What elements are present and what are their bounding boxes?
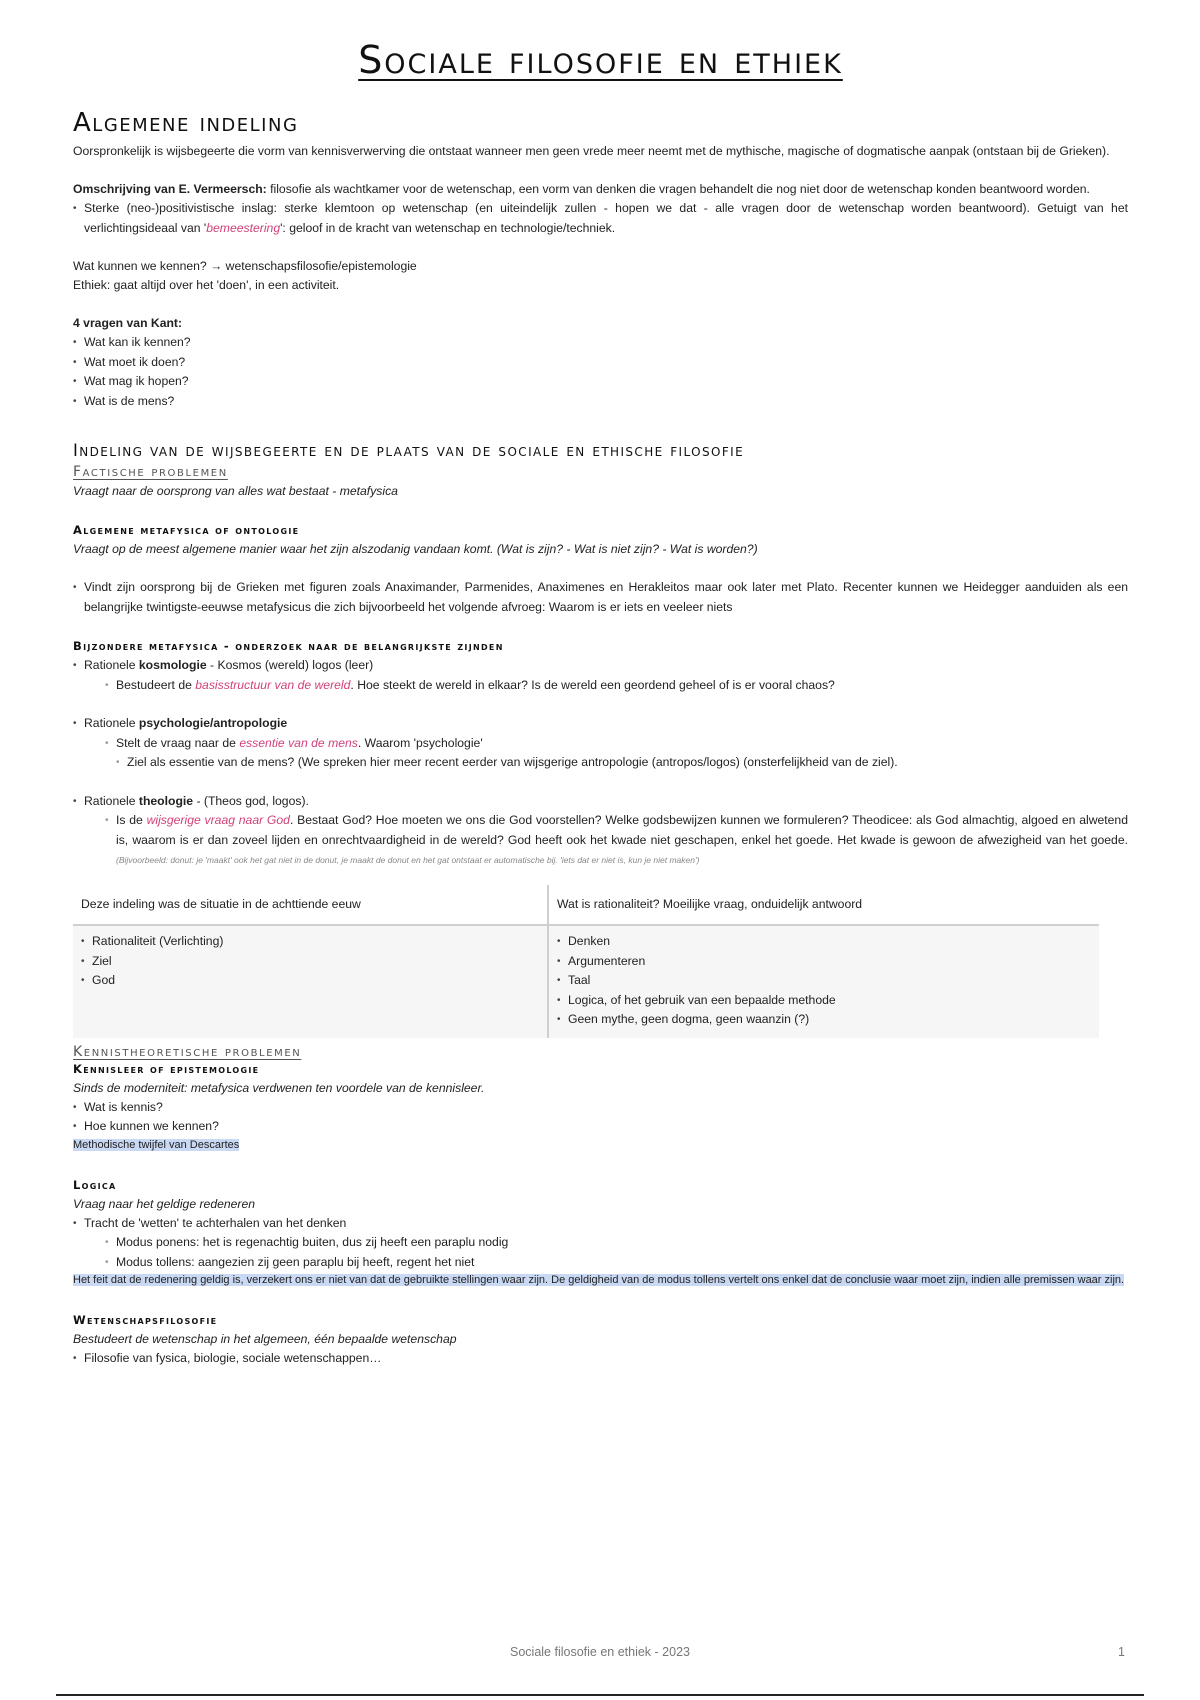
page-number: 1 bbox=[1118, 1645, 1125, 1659]
theologie-list bbox=[73, 792, 1128, 871]
list-item: • Stelt de vraag naar de essentie van de mens. Waarom 'psychologie' bbox=[105, 734, 1128, 754]
wetenschapsfilosofie-list bbox=[73, 1349, 1128, 1369]
positivism-list bbox=[73, 199, 1128, 238]
metafysica-list bbox=[73, 578, 1128, 617]
list-item: • Modus ponens: het is regenachtig buiten, dus zij heeft een paraplu nodig bbox=[105, 1233, 1128, 1253]
section-heading-algemene-indeling: Algemene indeling bbox=[73, 108, 299, 138]
list-item: • Tracht de 'wetten' te achterhalen van het denken bbox=[73, 1214, 1128, 1234]
wetenschapsfilosofie-desc: Bestudeert de wetenschap in het algemeen, één bepaalde wetenschap bbox=[73, 1332, 457, 1346]
line-wat-kunnen-we-kennen: Wat kunnen we kennen? → wetenschapsfilosofie/epistemologie bbox=[73, 259, 417, 273]
category-factische-problemen: Factische problemen bbox=[73, 464, 228, 480]
donut-example: (Bijvoorbeeld: donut: je 'maakt' ook het gat niet in de donut, je maakt de donut en het gat ontstaat er automatische bij. 'iets dat er niet is, kun je niet maken') bbox=[116, 855, 700, 865]
paragraph-vermeersch bbox=[73, 180, 1128, 199]
highlight-geldigheid: Het feit dat de redenering geldig is, verzekert ons er niet van dat de gebruikte stellingen waar zijn. De geldigheid van de modus tollens vertelt ons enkel dat de conclusie waar moet zijn, indien alle premissen waar zijn. bbox=[73, 1274, 1125, 1286]
highlight-vraag-naar-god: wijsgerige vraag naar God bbox=[146, 813, 290, 827]
list-item: • Argumenteren bbox=[557, 952, 1091, 972]
heading-algemene-metafysica: Algemene metafysica of ontologie bbox=[73, 523, 300, 537]
line-ethiek: Ethiek: gaat altijd over het 'doen', in een activiteit. bbox=[73, 278, 340, 292]
document-page bbox=[73, 0, 1128, 1369]
list-item: • Geen mythe, geen dogma, geen waanzin (?) bbox=[557, 1010, 1091, 1030]
metafysica-desc: Vraagt op de meest algemene manier waar het zijn alszodanig vandaan komt. (Wat is zijn? - Wat is niet zijn? - Wat is worden?) bbox=[73, 542, 758, 556]
heading-kennisleer: Kennisleer of epistemologie bbox=[73, 1061, 260, 1076]
factische-desc: Vraagt naar de oorsprong van alles wat bestaat - metafysica bbox=[73, 484, 398, 498]
list-item: • Wat moet ik doen? bbox=[73, 353, 1128, 373]
table-cell bbox=[73, 925, 548, 1038]
paragraph-oorspronkelijk: Oorspronkelijk is wijsbegeerte die vorm van kennisverwerving die ontstaat wanneer men geen vrede meer neemt met de mythische, magische of dogmatische aanpak (ontstaan bij de Grieken). bbox=[73, 144, 1110, 158]
highlight-basisstructuur: basisstructuur van de wereld bbox=[195, 677, 351, 692]
list-item: • Wat kan ik kennen? bbox=[73, 333, 1128, 353]
heading-logica: Logica bbox=[73, 1177, 117, 1192]
highlight-descartes: Methodische twijfel van Descartes bbox=[73, 1138, 240, 1151]
table-cell bbox=[548, 925, 1099, 1038]
list-item: • God bbox=[81, 971, 539, 991]
heading-bijzondere-metafysica: Bijzondere metafysica - onderzoek naar de belangrijkste zijnden bbox=[73, 639, 504, 653]
kosmologie-list bbox=[73, 656, 1128, 695]
category-kennistheoretische-problemen: Kennistheoretische problemen bbox=[73, 1043, 302, 1060]
list-item: • Vindt zijn oorsprong bij de Grieken met figuren zoals Anaximander, Parmenides, Anaximenes en Herakleitos maar ook later met Plato. Recenter kunnen we Heidegger aanduiden als een belangrijke twintigste-eeuwse metafysicus die zich bijvoorbeeld het volgende afvroeg: Waarom is er iets en veeleer niets bbox=[73, 578, 1128, 617]
page-footer: Sociale filosofie en ethiek - 2023 bbox=[510, 1645, 690, 1659]
rationaliteit-table bbox=[73, 885, 1099, 1038]
list-item: • Denken bbox=[557, 932, 1091, 952]
list-item: • Wat is kennis? bbox=[73, 1098, 1128, 1118]
list-item: • Rationele kosmologie - Kosmos (wereld) logos (leer) bbox=[73, 656, 1128, 676]
vermeersch-text: filosofie als wachtkamer voor de wetenschap, een vorm van denken die vragen behandelt die nog niet door de wetenschap konden beantwoord worden. bbox=[266, 182, 1090, 196]
logica-list bbox=[73, 1214, 1128, 1273]
list-item: • Ziel als essentie van de mens? (We spreken hier meer recent eerder van wijsgerige antropologie (antropos/logos) (onsterfelijkheid van de ziel). bbox=[116, 753, 1128, 773]
kant-heading: 4 vragen van Kant: bbox=[73, 316, 183, 330]
list-item: • Hoe kunnen we kennen? bbox=[73, 1117, 1128, 1137]
list-item: • Is de wijsgerige vraag naar God. Bestaat God? Hoe moeten we ons die God voorstellen? Welke godsbewijzen kunnen we formuleren? Theodicee: als God almachtig, algoed en alwetend is, waarom is er dan zoveel lijden en onrechtvaardigheid in de wereld? God heeft ook het kwade niet geschapen, enkel het goede. Het kwade is gewoon de afwezigheid van het goede. (Bijvoorbeeld: donut: je 'maakt' ook het gat niet in de donut, je maakt de donut en het gat ontstaat er automatische bij. 'iets dat er niet is, kun je niet maken') bbox=[105, 811, 1128, 871]
list-item: • Modus tollens: aangezien zij geen paraplu bij heeft, regent het niet bbox=[105, 1253, 1128, 1273]
highlight-essentie: essentie van de mens bbox=[239, 735, 358, 750]
kant-questions-list bbox=[73, 333, 1128, 411]
highlight-bemeestering: bemeestering bbox=[206, 220, 281, 235]
document-title: Sociale filosofie en ethiek bbox=[358, 38, 843, 82]
list-item: • Bestudeert de basisstructuur van de wereld. Hoe steekt de wereld in elkaar? Is de wereld een geordend geheel of is er vooral chaos? bbox=[105, 676, 1128, 696]
footer-divider bbox=[56, 1694, 1144, 1696]
list-item: • Ziel bbox=[81, 952, 539, 972]
list-item: • Logica, of het gebruik van een bepaalde methode bbox=[557, 991, 1091, 1011]
list-item: • Rationele psychologie/antropologie bbox=[73, 714, 1128, 734]
list-item: • Wat mag ik hopen? bbox=[73, 372, 1128, 392]
list-item: • Filosofie van fysica, biologie, sociale wetenschappen… bbox=[73, 1349, 1128, 1369]
list-item: • Rationele theologie - (Theos god, logos). bbox=[73, 792, 1128, 812]
list-item: • Sterke (neo-)positivistische inslag: sterke klemtoon op wetenschap (en uiteindelijk zullen - hopen we dat - alle vragen door de wetenschap worden beantwoord). Getuigt van het verlichtingsideaal van 'bemeestering': geloof in de kracht van wetenschap en technologie/techniek. bbox=[73, 199, 1128, 238]
vermeersch-label: Omschrijving van E. Vermeersch: bbox=[73, 182, 267, 196]
list-item: • Rationaliteit (Verlichting) bbox=[81, 932, 539, 952]
table-header-cell: Wat is rationaliteit? Moeilijke vraag, onduidelijk antwoord bbox=[548, 885, 1099, 926]
logica-desc: Vraag naar het geldige redeneren bbox=[73, 1196, 256, 1211]
list-item: • Taal bbox=[557, 971, 1091, 991]
kennisleer-desc: Sinds de moderniteit: metafysica verdwenen ten voordele van de kennisleer. bbox=[73, 1080, 485, 1095]
list-item: • Wat is de mens? bbox=[73, 392, 1128, 412]
section-heading-indeling-wijsbegeerte: Indeling van de wijsbegeerte en de plaats van de sociale en ethische filosofie bbox=[73, 441, 745, 460]
heading-wetenschapsfilosofie: Wetenschapsfilosofie bbox=[73, 1313, 218, 1327]
kennisleer-list bbox=[73, 1098, 1128, 1137]
table-header-cell: Deze indeling was de situatie in de achttiende eeuw bbox=[73, 885, 548, 926]
psychologie-list bbox=[73, 714, 1128, 773]
